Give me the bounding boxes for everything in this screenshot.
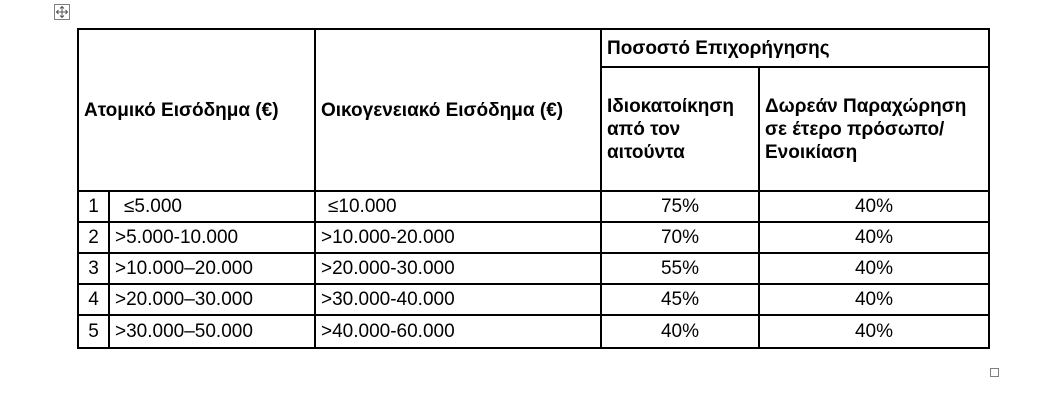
subsidy-rate-header: Ποσοστό Επιχορήγησης xyxy=(601,29,989,67)
owner-rate-cell: 75% xyxy=(601,191,759,222)
other-rate-cell: 40% xyxy=(759,315,989,348)
subsidy-table xyxy=(77,28,990,349)
owner-rate-cell: 70% xyxy=(601,222,759,253)
individual-income-cell: >30.000–50.000 xyxy=(109,315,315,348)
individual-income-cell: ≤5.000 xyxy=(109,191,315,222)
other-rate-cell: 40% xyxy=(759,253,989,284)
row-number: 5 xyxy=(78,315,109,348)
family-income-cell: >10.000-20.000 xyxy=(315,222,601,253)
row-number: 3 xyxy=(78,253,109,284)
family-income-cell: >30.000-40.000 xyxy=(315,284,601,315)
row-number: 4 xyxy=(78,284,109,315)
owner-occupied-header: Ιδιοκατοίκηση από τον αιτούντα xyxy=(601,67,759,191)
individual-income-header: Ατομικό Εισόδημα (€) xyxy=(78,29,315,191)
move-arrows-icon xyxy=(56,6,68,18)
table-row xyxy=(78,191,989,222)
family-income-cell: >20.000-30.000 xyxy=(315,253,601,284)
table-row xyxy=(78,222,989,253)
row-number: 1 xyxy=(78,191,109,222)
table-row xyxy=(78,284,989,315)
table-move-handle[interactable] xyxy=(54,4,70,20)
other-rate-cell: 40% xyxy=(759,191,989,222)
free-concession-header: Δωρεάν Παραχώρηση σε έτερο πρόσωπο/Ενοικίαση xyxy=(759,67,989,191)
individual-income-cell: >20.000–30.000 xyxy=(109,284,315,315)
family-income-cell: >40.000-60.000 xyxy=(315,315,601,348)
table-resize-handle[interactable] xyxy=(990,368,999,377)
owner-rate-cell: 40% xyxy=(601,315,759,348)
other-rate-cell: 40% xyxy=(759,284,989,315)
individual-income-cell: >5.000-10.000 xyxy=(109,222,315,253)
owner-rate-cell: 55% xyxy=(601,253,759,284)
owner-rate-cell: 45% xyxy=(601,284,759,315)
individual-income-cell: >10.000–20.000 xyxy=(109,253,315,284)
family-income-cell: ≤10.000 xyxy=(315,191,601,222)
table-row xyxy=(78,253,989,284)
family-income-header: Οικογενειακό Εισόδημα (€) xyxy=(315,29,601,191)
other-rate-cell: 40% xyxy=(759,222,989,253)
row-number: 2 xyxy=(78,222,109,253)
table-row xyxy=(78,315,989,348)
